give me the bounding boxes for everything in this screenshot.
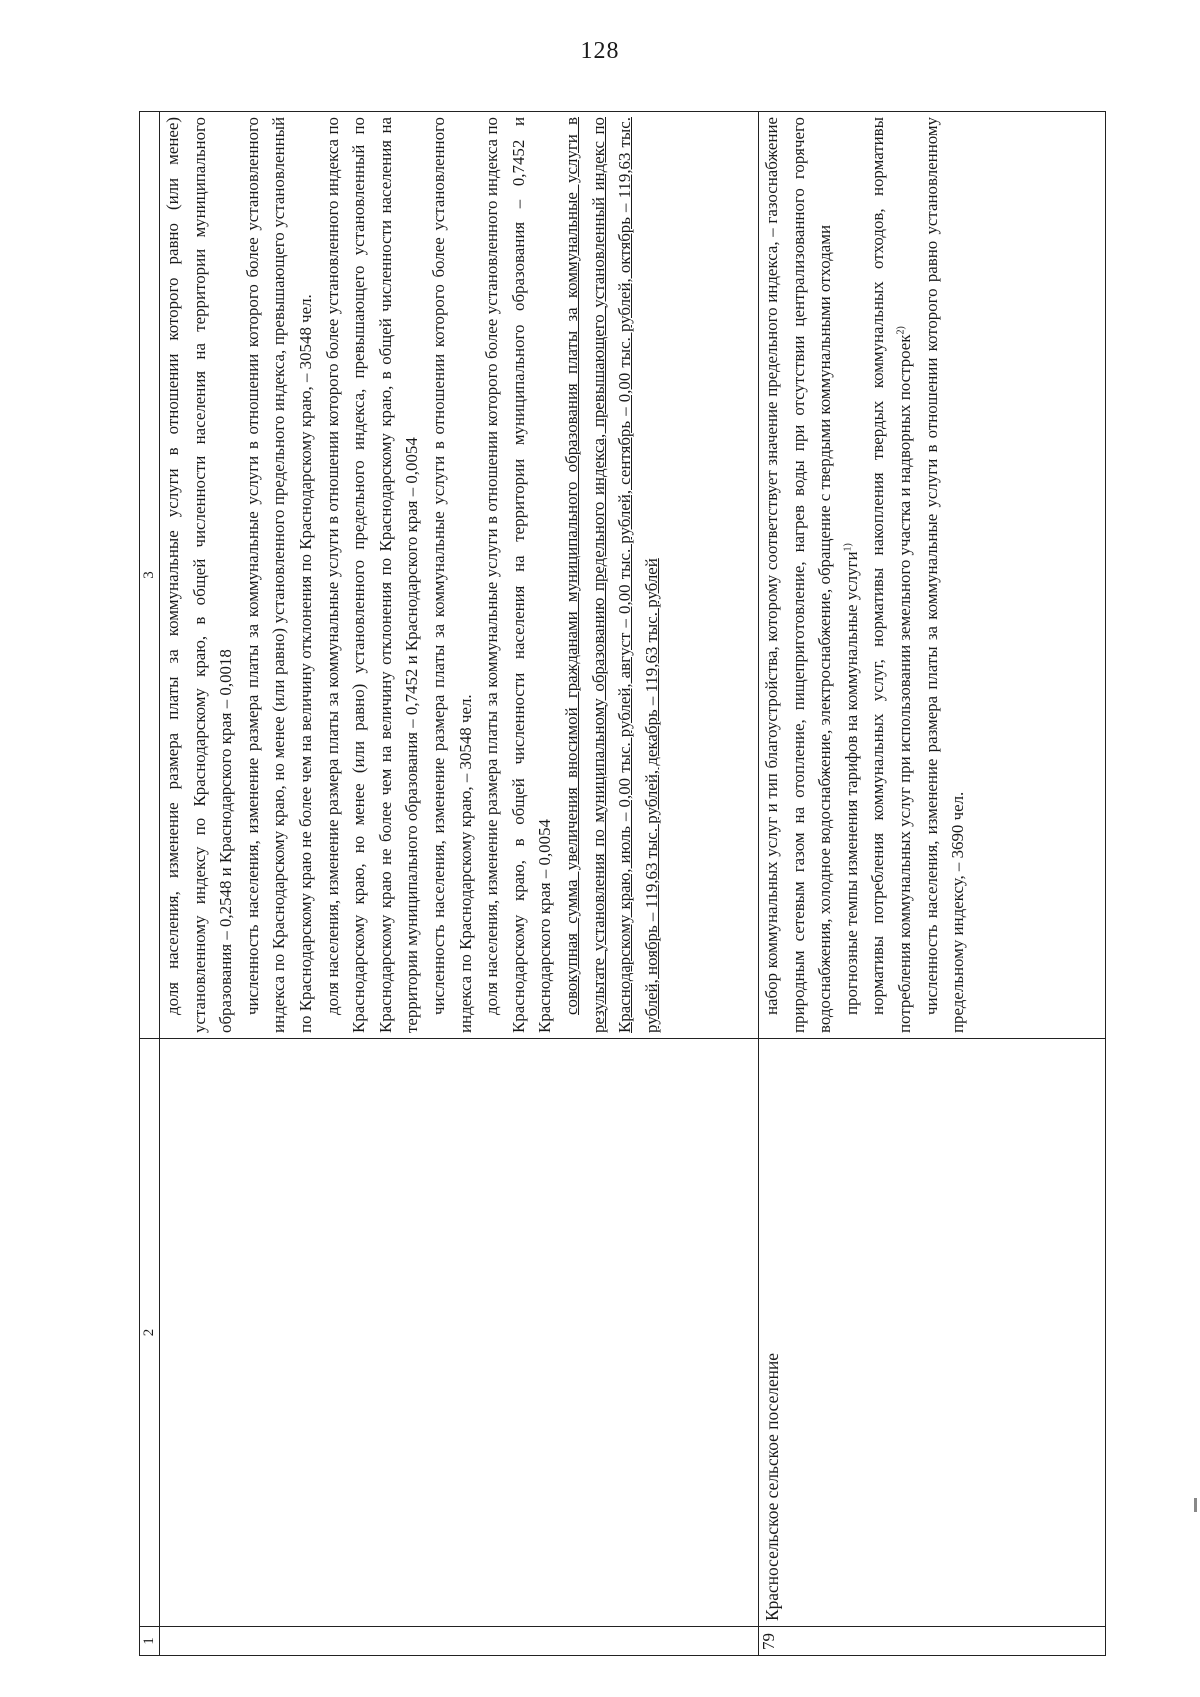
- indicator-paragraph: численность населения, изменение размера платы за коммунальные услуги в отношении которого более установленного индекса по Краснодарскому краю, – 30548 чел.: [428, 117, 475, 1033]
- footnote-marker: 2): [895, 326, 907, 335]
- indicator-paragraph-footnoted: [865, 117, 918, 1033]
- header-row: [140, 112, 160, 1656]
- indicator-paragraph-footnoted: [839, 117, 866, 1033]
- data-table: [139, 111, 1106, 1656]
- column-header-2: 2: [140, 1039, 160, 1627]
- indicators-cell: [160, 112, 759, 1039]
- table-row: [160, 112, 759, 1656]
- indicator-paragraph: доля населения, изменение размера платы за коммунальные услуги в отношении которого более установленного индекса по Краснодарскому краю, в общей численности населения на территории муниципального образования – 0,7452 и Краснодарского края – 0,0054: [482, 117, 555, 1033]
- indicator-paragraph: доля населения, изменение размера платы за коммунальные услуги в отношении которого более установленного индекса по Краснодарскому краю, но менее (или равно) установленного предельного индекса, превышающего установленный по Краснодарскому краю не более чем на величину отклонения по Краснодарскому краю, в общей численности населения на территории муниципального образования – 0,7452 и Краснодарского края – 0,0054: [322, 117, 422, 1033]
- indicator-paragraph: численность населения, изменение размера платы за коммунальные услуги в отношении которого более установленного индекса по Краснодарскому краю, но менее (или равно) установленного предельного индекса, превышающего установленный по Краснодарскому краю не более чем на величину отклонения по Краснодарскому краю, – 30548 чел.: [242, 117, 315, 1033]
- scan-artifact: [1194, 1498, 1197, 1512]
- row-number-cell: 79: [759, 1627, 1106, 1656]
- paragraph-text: нормативы потребления коммунальных услуг, нормативы накопления твердых коммунальных отходов, нормативы потребления коммунальных услуг при использовании земельного участка и надворных построек: [868, 117, 914, 1033]
- paragraph-text: прогнозные темпы изменения тарифов на коммунальные услуги: [841, 551, 861, 1015]
- indicator-paragraph: численность населения, изменение размера платы за коммунальные услуги в отношении которого равно установленному предельному индексу, – 3690 чел.: [921, 117, 968, 1033]
- settlement-cell: [160, 1039, 759, 1627]
- column-header-1: 1: [140, 1627, 160, 1656]
- table-row: [759, 112, 1106, 1656]
- indicator-paragraph-total: совокупная сумма увеличения вносимой гражданами муниципального образования платы за коммунальные услуги в результате установления по муниципальному образованию предельного индекса, превышающего установленный индекс по Краснодарскому краю, июль – 0,00 тыс. рублей, август – 0,00 тыс. рублей, сентябрь – 0,00 тыс. рублей, октябрь – 119,63 тыс. рублей, ноябрь – 119,63 тыс. рублей, декабрь – 119,63 тыс. рублей: [561, 117, 661, 1033]
- page-number: 128: [580, 38, 620, 64]
- indicator-paragraph: набор коммунальных услуг и тип благоустройства, которому соответствует значение предельного индекса, – газоснабжение природным сетевым газом на отопление, пищеприготовление, нагрев воды при отсутствии централизованного горячего водоснабжения, холодное водоснабжение, электроснабжение, обращение с твердыми коммунальными отходами: [762, 117, 835, 1033]
- row-number-cell: [160, 1627, 759, 1656]
- footnote-marker: 1): [842, 543, 854, 552]
- settlement-cell: Красносельское сельское поселение: [759, 1039, 1106, 1627]
- column-header-3: 3: [140, 112, 160, 1039]
- rotated-table: [139, 115, 1102, 1656]
- indicators-cell: [759, 112, 1106, 1039]
- indicator-paragraph: доля населения, изменение размера платы за коммунальные услуги в отношении которого равно (или менее) установленному индексу по Краснодарскому краю, в общей численности населения на территории муниципального образования – 0,2548 и Краснодарского края – 0,0018: [163, 117, 236, 1033]
